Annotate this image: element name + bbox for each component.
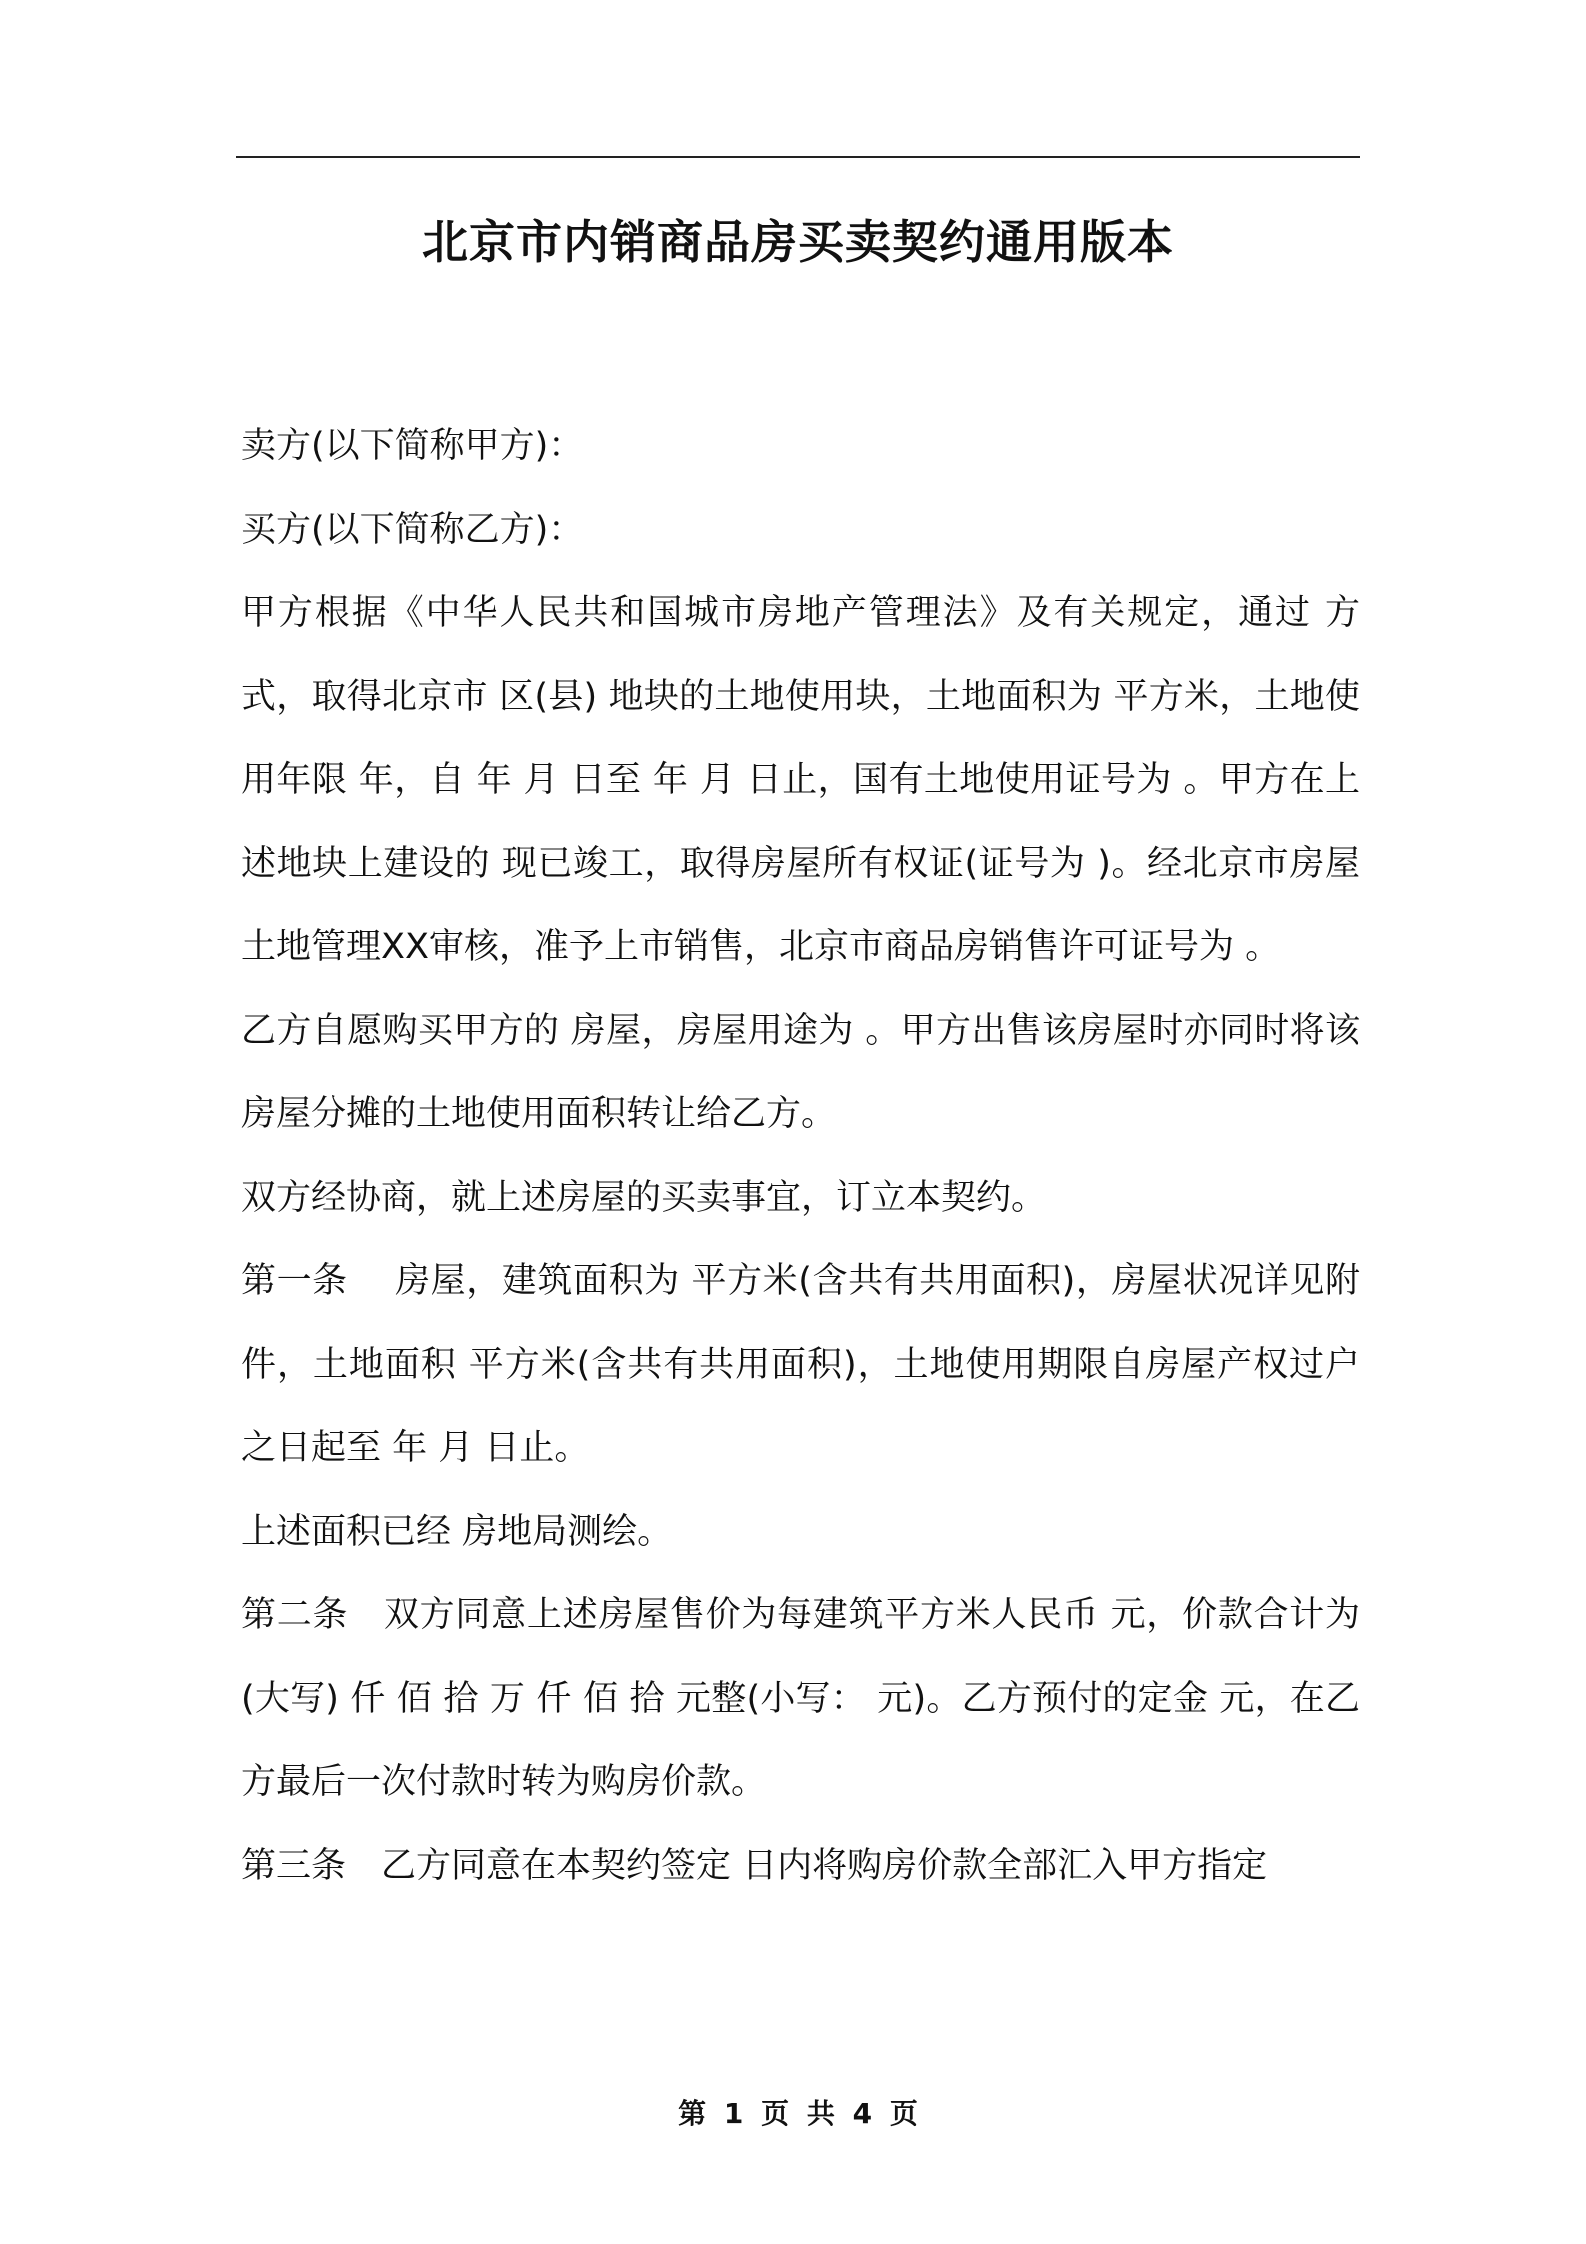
document-body bbox=[241, 405, 1360, 1908]
purchase-intent-paragraph: 乙方自愿购买甲方的 房屋，房屋用途为 。甲方出售该房屋时亦同时将该房屋分摊的土地使用面积转让给乙方。 bbox=[241, 1010, 1360, 1134]
buyer-line: 买方(以下简称乙方)： bbox=[241, 509, 584, 550]
header-rule bbox=[236, 156, 1360, 158]
survey-note: 上述面积已经 房地局测绘。 bbox=[241, 1511, 673, 1552]
document-title: 北京市内销商品房买卖契约通用版本 bbox=[422, 215, 1174, 269]
seller-line: 卖方(以下简称甲方)： bbox=[241, 426, 584, 466]
article-2: 第二条 双方同意上述房屋售价为每建筑平方米人民币 元，价款合计为(大写) 仟 佰 拾 万 仟 佰 拾 元整(小写： 元)。乙方预付的定金 元，在乙方最后一次付款时转为购房价款。 bbox=[241, 1595, 1360, 1802]
article-3: 第三条 乙方同意在本契约签定 日内将购房价款全部汇入甲方指定 bbox=[241, 1845, 1268, 1886]
agreement-statement: 双方经协商，就上述房屋的买卖事宜，订立本契约。 bbox=[241, 1177, 1047, 1218]
article-1: 第一条 房屋，建筑面积为 平方米(含共有共用面积)，房屋状况详见附件，土地面积 平方米(含共有共用面积)，土地使用期限自房屋产权过户之日起至 年 月 日止。 bbox=[241, 1261, 1360, 1468]
preamble-paragraph: 甲方根据《中华人民共和国城市房地产管理法》及有关规定，通过 方式，取得北京市 区(县) 地块的土地使用块，土地面积为 平方米，土地使用年限 年，自 年 月 日至 年 月 日止，国有土地使用证号为 。甲方在上述地块上建设的 现已竣工，取得房屋所有权证(证号为 )。经北京市房屋土地管理XX审核，准予上市销售，北京市商品房销售许可证号为 。 bbox=[241, 593, 1360, 967]
page-number: 第 1 页 共 4 页 bbox=[678, 2097, 918, 2130]
